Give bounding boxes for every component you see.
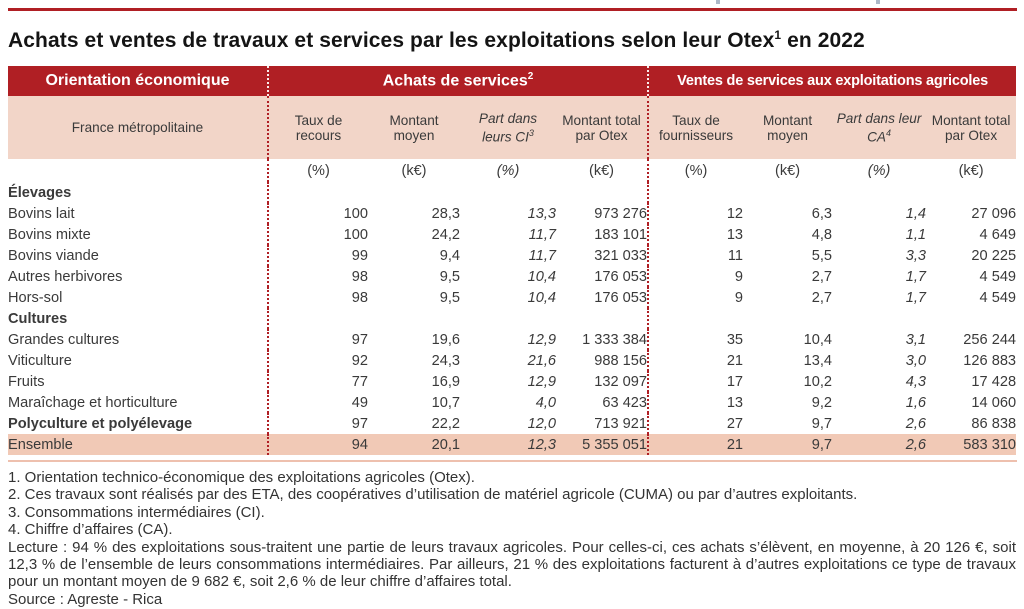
data-cell: 10,4	[803, 331, 833, 348]
table-row	[8, 182, 1016, 203]
data-cell: 9,2	[811, 394, 833, 411]
unit-label: (k€)	[401, 162, 427, 179]
unit-label: (k€)	[958, 162, 984, 179]
title-footnote-ref: 1	[774, 28, 782, 42]
data-cell: 21	[726, 352, 744, 369]
data-cell: 321 033	[556, 245, 648, 266]
data-cell: 5,5	[811, 247, 833, 264]
table-row	[8, 245, 1016, 266]
row-label: Grandes cultures	[8, 329, 268, 350]
data-cell: 17 428	[971, 373, 1017, 390]
data-cell	[832, 182, 926, 203]
data-cell: 97	[351, 415, 368, 432]
data-cell: 126 883	[963, 352, 1017, 369]
data-cell: 132 097	[556, 371, 648, 392]
data-cell: 12,9	[527, 373, 556, 390]
data-cell: 20,1	[368, 434, 460, 455]
data-cell: 2,6	[832, 434, 926, 455]
data-cell: 16,9	[431, 373, 460, 390]
table-row	[8, 224, 1016, 245]
data-cell: 11	[727, 247, 744, 264]
unit-label: (%)	[307, 162, 330, 179]
row-label: Bovins viande	[8, 245, 268, 266]
footnote-4: 4. Chiffre d’affaires (CA).	[8, 521, 173, 539]
column-header: Montant moyen	[368, 96, 460, 159]
data-cell: 24,2	[431, 226, 460, 243]
data-cell: 12,0	[527, 415, 556, 432]
table-row	[8, 413, 1016, 434]
data-cell: 20 225	[971, 247, 1017, 264]
data-cell: 21	[648, 434, 743, 455]
data-cell: 2,6	[905, 415, 927, 432]
data-cell: 12,3	[460, 434, 556, 455]
data-cell: 13	[726, 394, 744, 411]
data-cell: 22,2	[431, 415, 460, 432]
table-row	[8, 350, 1016, 371]
data-cell: 1,7	[905, 268, 927, 285]
table-row	[8, 371, 1016, 392]
data-cell: 98	[351, 268, 368, 285]
unit-label: (%)	[867, 162, 891, 179]
data-cell	[743, 182, 832, 203]
unit-label: (%)	[684, 162, 708, 179]
data-cell: 100	[343, 226, 368, 243]
data-cell: 1,1	[905, 226, 927, 243]
data-cell: 10,4	[527, 289, 556, 306]
data-cell: 973 276	[556, 203, 648, 224]
data-cell	[268, 182, 368, 203]
data-cell: 4 649	[979, 226, 1017, 243]
data-cell: 100	[343, 205, 368, 222]
row-label: Fruits	[8, 371, 268, 392]
column-header: Taux de fournisseurs	[648, 96, 743, 159]
data-cell: 10,7	[431, 394, 460, 411]
data-cell: 11,7	[528, 226, 556, 243]
data-cell: 4,0	[535, 394, 556, 411]
data-cell: 3,1	[905, 331, 927, 348]
table-row-total	[8, 434, 1016, 455]
data-cell: 4,8	[811, 226, 833, 243]
units-row	[8, 159, 1016, 182]
data-cell: 17	[726, 373, 744, 390]
otex-table	[8, 66, 1016, 455]
data-cell	[556, 182, 648, 203]
footnote-1: 1. Orientation technico-économique des exploitations agricoles (Otex).	[8, 469, 475, 486]
data-cell: 12,9	[527, 331, 556, 348]
data-cell: 10,2	[803, 373, 833, 390]
data-cell: 183 101	[556, 224, 648, 245]
footnotes	[8, 469, 1016, 608]
data-cell: 99	[351, 247, 368, 264]
data-cell: 4 549	[979, 289, 1017, 306]
row-label: Viticulture	[8, 350, 268, 371]
region-label: France métropolitaine	[8, 96, 268, 159]
data-cell: 3,0	[905, 352, 927, 369]
data-cell: 988 156	[556, 350, 648, 371]
data-cell: 97	[351, 331, 368, 348]
footnote-2: 2. Ces travaux sont réalisés par des ETA, des coopératives d’utilisation de matériel agricole (CUMA) ou par d’autres exploitants.	[8, 486, 858, 504]
data-cell	[460, 182, 556, 203]
table-row	[8, 287, 1016, 308]
data-cell: 10,4	[527, 268, 556, 285]
column-header: Montant total par Otex	[926, 96, 1016, 159]
group-header-achats: Achats de services$^2$	[268, 66, 648, 96]
data-cell: 35	[726, 331, 744, 348]
data-cell: 86 838	[971, 415, 1017, 432]
group-header-ventes: Ventes de services aux exploitations agricoles	[648, 66, 1016, 96]
data-cell: 94	[268, 434, 368, 455]
data-cell: 176 053	[556, 287, 648, 308]
row-label: Élevages	[8, 182, 268, 203]
data-cell: 9	[734, 289, 744, 306]
table-row	[8, 392, 1016, 413]
cropped-text-artifact	[876, 0, 880, 4]
row-label: Autres herbivores	[8, 266, 268, 287]
data-cell: 9,5	[439, 268, 460, 285]
group-header-orientation: Orientation économique	[8, 66, 268, 96]
data-cell	[268, 308, 368, 329]
column-header: Montant total par Otex	[556, 96, 648, 159]
data-cell: 77	[351, 373, 368, 390]
data-cell: 9,4	[439, 247, 460, 264]
data-cell: 9,7	[743, 434, 832, 455]
data-cell	[368, 182, 460, 203]
data-cell	[926, 308, 1016, 329]
data-cell: 49	[351, 394, 368, 411]
data-cell: 11,7	[528, 247, 556, 264]
data-cell: 92	[351, 352, 368, 369]
column-header: Taux de recours	[268, 96, 368, 159]
data-cell: 13,4	[803, 352, 833, 369]
data-cell	[460, 308, 556, 329]
unit-label: (%)	[496, 162, 520, 179]
table-row	[8, 203, 1016, 224]
data-cell: 4 549	[979, 268, 1017, 285]
column-header: Montant moyen	[743, 96, 832, 159]
top-rule	[8, 8, 1017, 11]
data-cell: 27 096	[971, 205, 1017, 222]
data-cell	[648, 308, 743, 329]
data-cell: 9,5	[439, 289, 460, 306]
bottom-rule	[8, 460, 1017, 462]
lecture-note: Lecture : 94 % des exploitations sous-traitent une partie de leurs travaux agricoles. Pour celles-ci, ces achats s’élèvent, en moyenne, à 20 126 €, soit 12,3 % de l’ensemble de leurs consommations intermédiaires. Par ailleurs, 21 % des exploitations facturent à d’autres exploitations ce type de travaux pour un montant moyen de 9 682 €, soit 2,6 % de leur chiffre d’affaires total.	[8, 538, 1016, 591]
data-cell	[743, 308, 832, 329]
row-label: Bovins mixte	[8, 224, 268, 245]
footnote-3: 3. Consommations intermédiaires (CI).	[8, 503, 265, 521]
data-cell: 2,7	[811, 268, 833, 285]
row-label: Maraîchage et horticulture	[8, 392, 268, 413]
data-cell: 14 060	[971, 394, 1017, 411]
data-cell: 6,3	[811, 205, 833, 222]
row-label: Cultures	[8, 308, 268, 329]
table-row	[8, 266, 1016, 287]
data-cell	[648, 182, 743, 203]
table-row	[8, 308, 1016, 329]
data-cell: 19,6	[431, 331, 460, 348]
row-label: Polyculture et polyélevage	[8, 413, 268, 434]
data-cell: 713 921	[556, 413, 648, 434]
data-cell: 28,3	[431, 205, 460, 222]
data-cell: 1,6	[905, 394, 927, 411]
data-cell	[832, 308, 926, 329]
group-header-row	[8, 66, 1016, 96]
data-cell: 9,7	[811, 415, 833, 432]
units-spacer	[8, 159, 268, 182]
data-cell: 583 310	[926, 434, 1016, 455]
data-cell: 13	[726, 226, 744, 243]
row-label: Ensemble	[8, 434, 268, 455]
data-cell: 1,7	[905, 289, 927, 306]
data-cell: 1,4	[905, 205, 927, 222]
data-cell: 98	[351, 289, 368, 306]
data-cell: 176 053	[556, 266, 648, 287]
data-cell: 9	[734, 268, 744, 285]
unit-label: (k€)	[556, 159, 648, 182]
data-cell	[926, 182, 1016, 203]
source-line: Source : Agreste - Rica	[8, 590, 163, 608]
row-label: Hors-sol	[8, 287, 268, 308]
data-cell: 3,3	[905, 247, 927, 264]
data-cell: 12	[726, 205, 744, 222]
cropped-text-artifact	[716, 0, 720, 4]
data-cell: 63 423	[556, 392, 648, 413]
page-title: Achats et ventes de travaux et services par les exploitations selon leur Otex$^1$ en 2022	[8, 28, 865, 52]
data-cell: 4,3	[905, 373, 927, 390]
column-header: Part dans leurs $CI^3$	[460, 96, 556, 159]
column-header: Part dans leur $CA^4$	[832, 96, 926, 159]
data-cell: 5 355 051	[556, 434, 648, 455]
data-cell: 2,7	[811, 289, 833, 306]
unit-label: (k€)	[775, 162, 801, 179]
data-cell: 1 333 384	[556, 329, 648, 350]
data-cell: 27	[726, 415, 744, 432]
row-label: Bovins lait	[8, 203, 268, 224]
data-cell: 24,3	[431, 352, 460, 369]
data-cell: 21,6	[527, 352, 556, 369]
column-header-row	[8, 96, 1016, 159]
data-cell: 256 244	[963, 331, 1017, 348]
data-cell	[368, 308, 460, 329]
data-cell: 13,3	[527, 205, 556, 222]
table-row	[8, 329, 1016, 350]
data-cell	[556, 308, 648, 329]
